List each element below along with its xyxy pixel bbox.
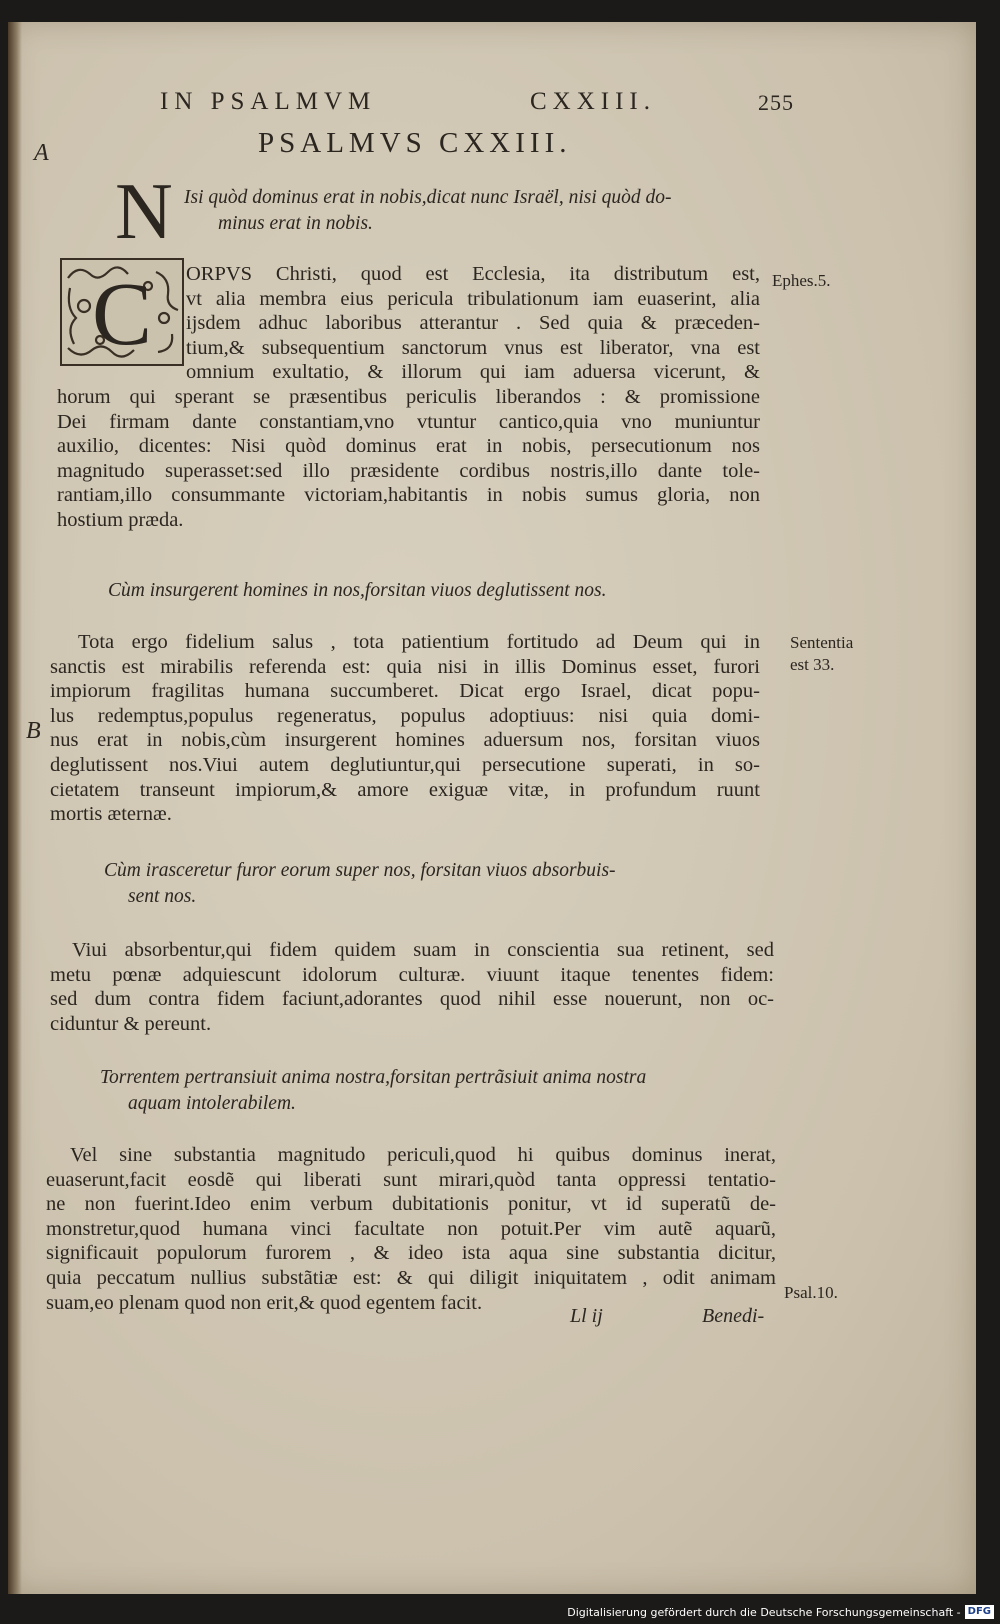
margin-note-psal: Psal.10.: [784, 1283, 838, 1302]
verse-3: [104, 858, 616, 910]
text-line: monstretur,quod humana vinci facultate non potuit.Per vim autẽ aquarũ,: [46, 1217, 776, 1240]
margin-note-ephes: Ephes.5.: [772, 271, 831, 290]
text-line: horum qui sperant se præsentibus periculis liberandos : & promissione: [57, 386, 760, 408]
text-line: magnitudo superasset:sed illo præsidente cordibus nostris,illo dante tole-: [57, 459, 760, 482]
margin-note-sententia: [790, 632, 853, 676]
paragraph-2: [50, 630, 760, 827]
initial-letter-glyph: C: [91, 265, 153, 364]
text-line: ne non fuerint.Ideo enim verbum dubitationis ponitur, vt id superatũ de-: [46, 1193, 776, 1216]
text-line: vt alia membra eius pericula tribulationum iam euaserint, alia: [186, 287, 760, 310]
digitization-notice-text: Digitalisierung gefördert durch die Deutsche Forschungsgemeinschaft -: [567, 1605, 961, 1619]
text-line: sed dum contra fidem faciunt,adorantes quod nihil esse nouerunt, non oc-: [50, 988, 774, 1011]
text-line: Dei firmam dante constantiam,vno vtuntur cantico,quia vno muniuntur: [57, 410, 760, 433]
book-spine-shadow: [8, 22, 22, 1594]
margin-note-line: Sententia: [790, 633, 854, 652]
dfg-logo: DFG: [965, 1605, 994, 1619]
text-line: significauit populorum furorem , & ideo ista aqua sine substantia dicitur,: [46, 1242, 776, 1265]
text-line: euaserunt,facit eosdẽ qui liberati sunt mirari,quòd tanta oppressi tentatio-: [46, 1168, 776, 1191]
running-head-center: CXXIII.: [530, 88, 657, 115]
page-number: 255: [758, 90, 794, 115]
text-line: ORPVS Christi, quod est Ecclesia, ita distributum est,: [186, 263, 760, 285]
psalm-title: PSALMVS CXXIII.: [258, 127, 572, 159]
text-line: hostium præda.: [57, 508, 184, 531]
verse-4-line: aquam intolerabilem.: [128, 1093, 296, 1114]
catchword: Benedi-: [702, 1305, 765, 1327]
verse-1-line: Isi quòd dominus erat in nobis,dicat nunc Israël, nisi quòd do-: [184, 187, 672, 208]
text-line: ciduntur & pereunt.: [50, 1012, 212, 1035]
verse-3-line: Cùm irasceretur furor eorum super nos, forsitan viuos absorbuis-: [104, 860, 616, 881]
text-line: cietatem transeunt impiorum,& amore exiguæ vitæ, in profundum ruunt: [50, 778, 760, 801]
verse-initial-letter: N: [115, 168, 173, 256]
text-line: Tota ergo fidelium salus , tota patientium fortitudo ad Deum qui in: [78, 631, 760, 653]
verse-1-line: minus erat in nobis.: [218, 213, 373, 234]
signature-mark: Ll ij: [570, 1305, 603, 1327]
text-line: ijsdem adhuc laboribus atterantur . Sed quia & præceden-: [186, 312, 760, 335]
margin-note-line: est 33.: [790, 655, 835, 674]
verse-4: [100, 1065, 646, 1117]
text-line: metu pœnæ adquiescunt idolorum culturæ. viuunt itaque tenentes fidem:: [50, 963, 774, 986]
verse-2: Cùm insurgerent homines in nos,forsitan viuos deglutissent nos.: [108, 580, 607, 601]
text-line: Vel sine substantia magnitudo periculi,quod hi quibus dominus inerat,: [70, 1144, 776, 1166]
verse-4-line: Torrentem pertransiuit anima nostra,forsitan pertrãsiuit anima nostra: [100, 1067, 647, 1088]
ornament-initial-icon: [60, 258, 184, 366]
margin-letter-a: A: [34, 140, 49, 166]
paragraph-3: [50, 938, 774, 1036]
paragraph-4: [46, 1143, 776, 1315]
verse-1: [184, 185, 671, 237]
paragraph-1-bottom: [57, 385, 760, 533]
verse-3-line: sent nos.: [128, 886, 197, 907]
text-line: lus redemptus,populus regeneratus, populus adoptiuus: nisi quia domi-: [50, 704, 760, 727]
text-line: deglutissent nos.Viui autem deglutiuntur,qui persecutione superati, in so-: [50, 753, 760, 776]
text-line: quia peccatum nullius substãtiæ est: & qui diligit iniquitatem , odit animam: [46, 1266, 776, 1289]
text-line: tium,& subsequentium sanctorum vnus est liberator, vna est: [186, 336, 760, 359]
text-line: nus erat in nobis,cùm insurgerent homines aduersum nos, forsitan viuos: [50, 729, 760, 752]
text-line: sanctis est mirabilis referenda est: quia nisi in illis Dominus esset, furori: [50, 655, 760, 678]
text-line: mortis æternæ.: [50, 803, 172, 826]
margin-letter-b: B: [26, 718, 41, 744]
paragraph-1-top: [186, 262, 760, 385]
text-line: suam,eo plenam quod non erit,& quod egentem facit.: [46, 1291, 483, 1314]
decorated-initial-c: [60, 258, 184, 366]
text-line: rantiam,illo consummante victoriam,habitantis in nobis sumus gloria, non: [57, 484, 760, 507]
running-head-left: IN PSALMVM: [160, 88, 377, 115]
text-line: omnium exultatio, & illorum qui iam aduersa vicerunt, &: [186, 361, 760, 384]
digitization-notice: [567, 1604, 994, 1620]
text-line: impiorum fragilitas humana succumberet. Dicat ergo Israel, dicat popu-: [50, 680, 760, 703]
text-line: auxilio, dicentes: Nisi quòd dominus erat in nobis, persecutionum nos: [57, 435, 760, 458]
text-line: Viui absorbentur,qui fidem quidem suam in conscientia sua retinent, sed: [72, 939, 774, 961]
